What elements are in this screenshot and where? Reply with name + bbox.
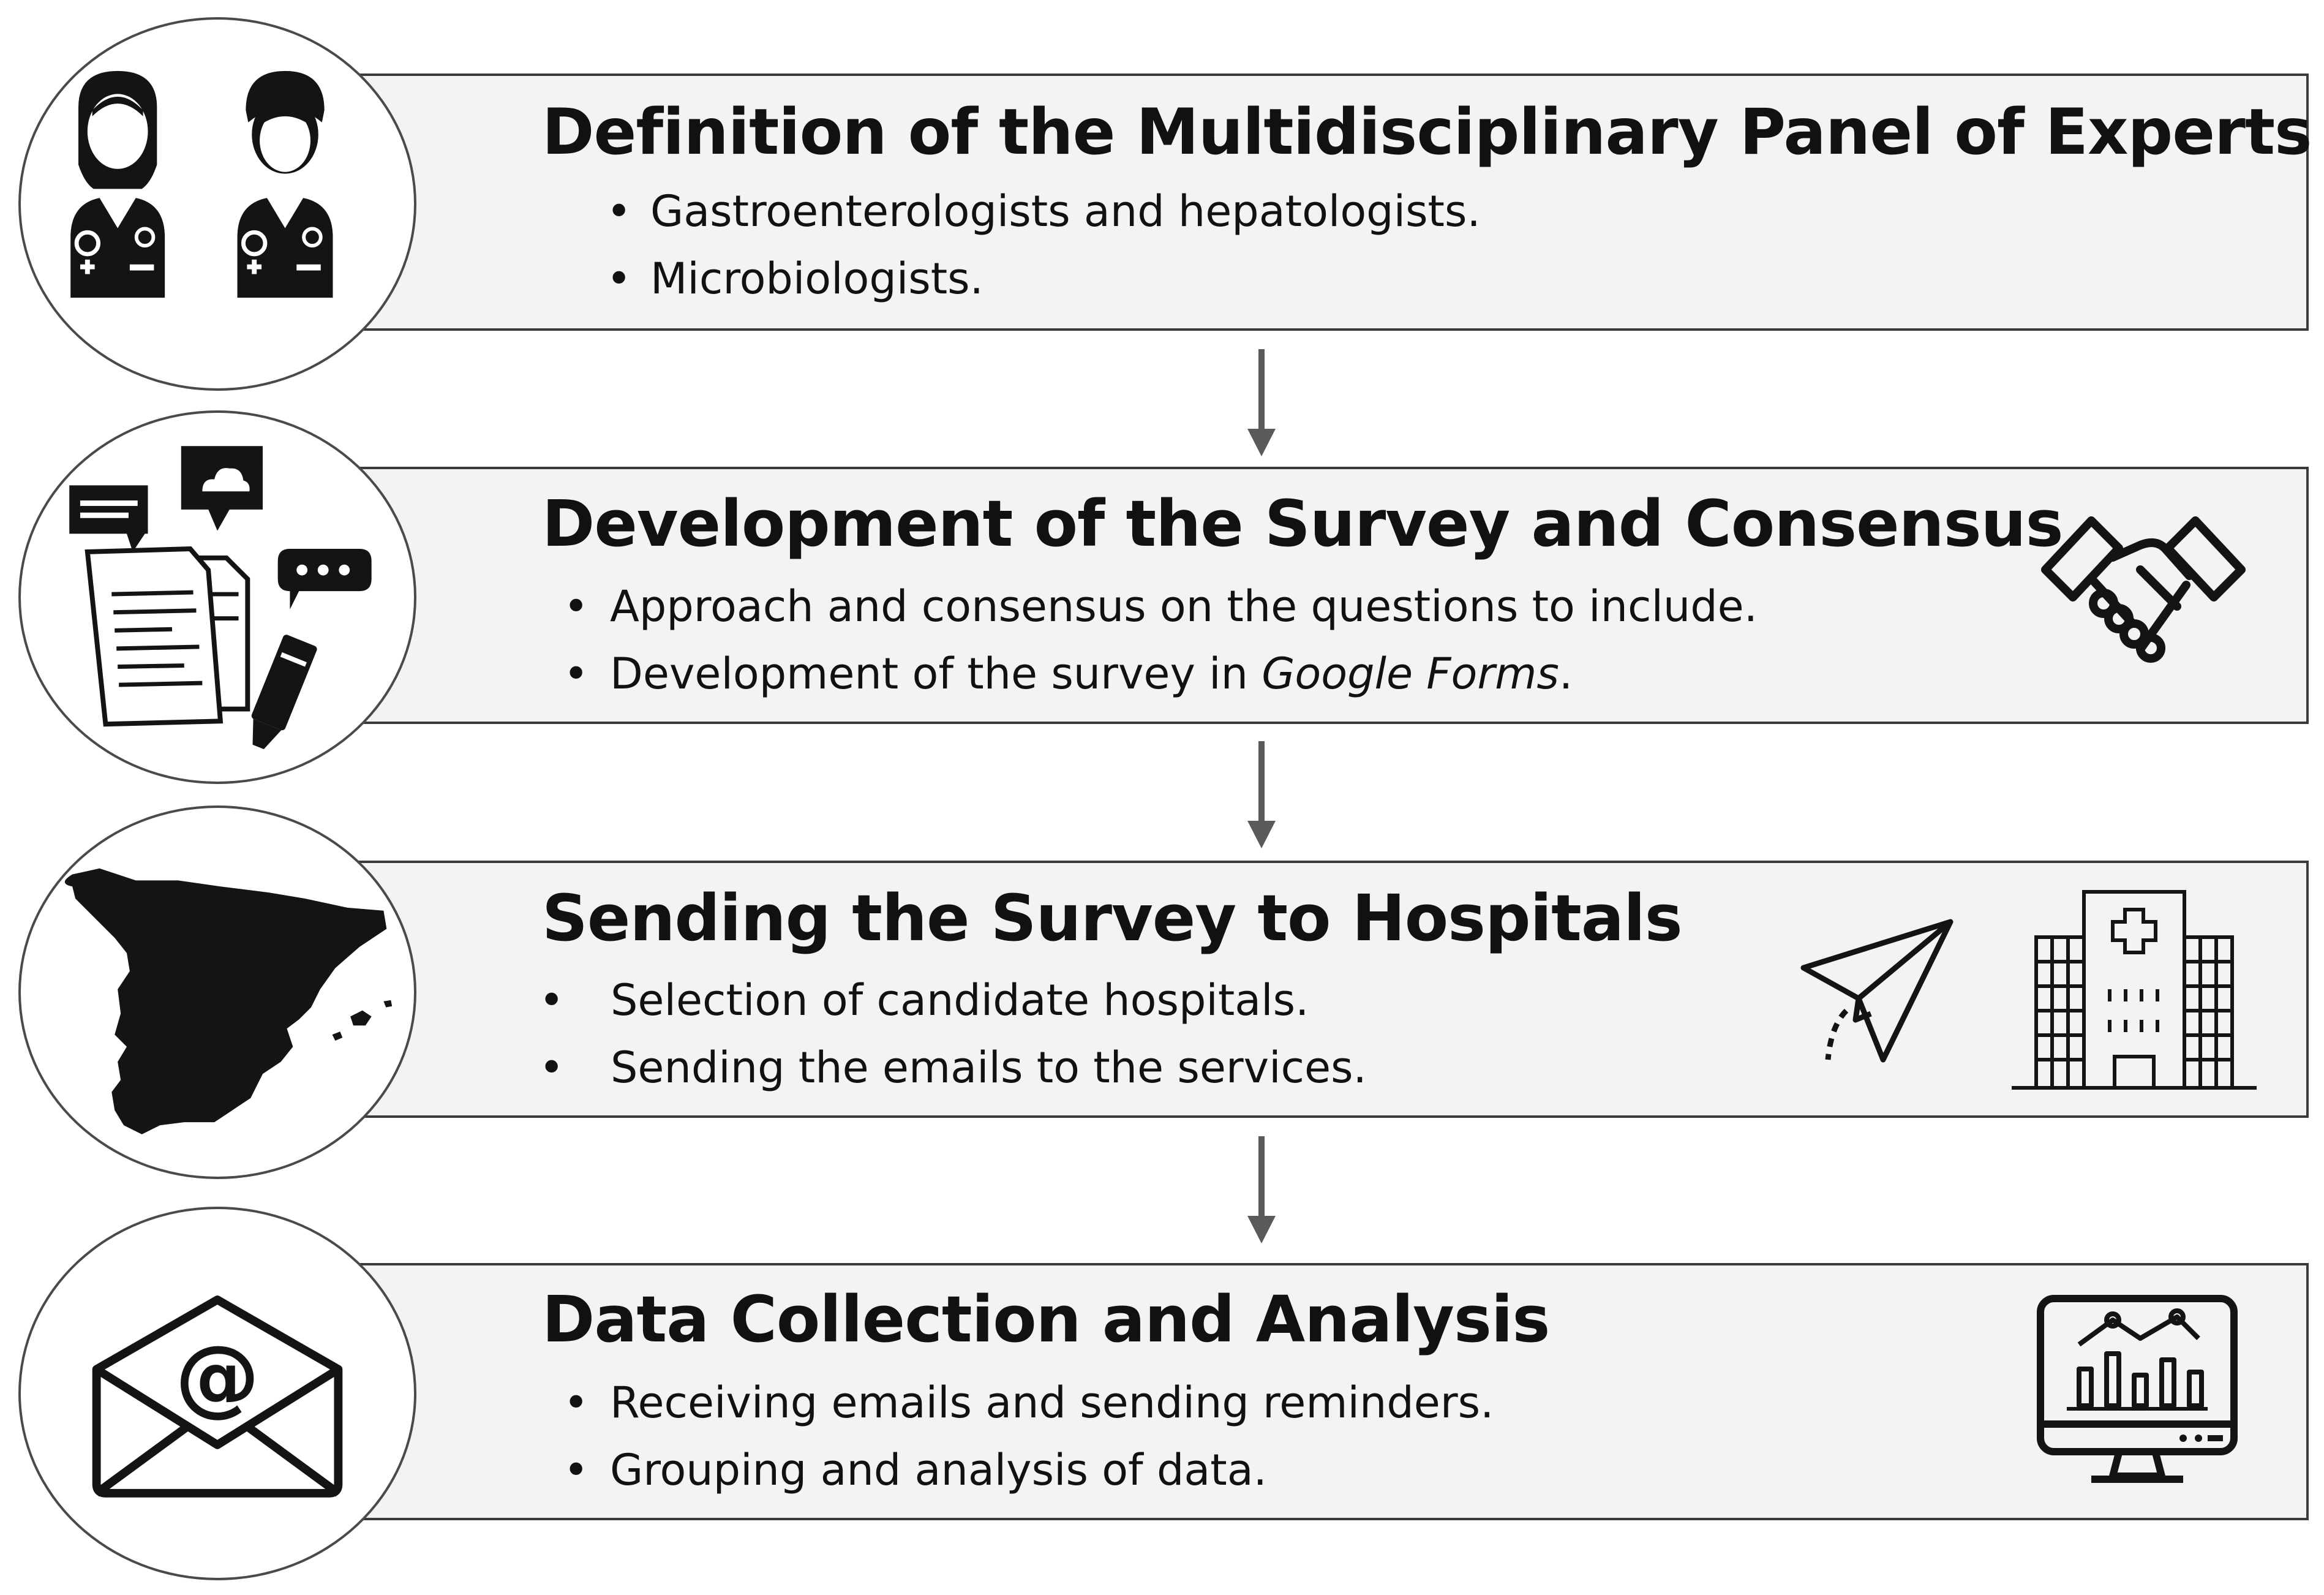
bullet-dot: • [606, 186, 632, 236]
medical-doctors-icon [21, 20, 414, 388]
step-3-title: Sending the Survey to Hospitals [542, 881, 1682, 956]
step-1-circle [18, 17, 416, 391]
step-2-title: Development of the Survey and Consensus [542, 486, 2063, 561]
arrow-down-icon [1246, 1136, 1277, 1246]
bullet-dot: • [563, 1445, 589, 1495]
bullet-text: Grouping and analysis of data. [610, 1445, 1267, 1495]
bullet-text: Selection of candidate hospitals. [611, 975, 1309, 1025]
arrow-down-icon [1246, 741, 1277, 851]
bullet-text [610, 649, 1573, 699]
hospital-icon [2012, 888, 2257, 1096]
bullet-text: Approach and consensus on the questions to include. [610, 581, 1758, 632]
bullet-text: Microbiologists. [650, 254, 983, 304]
bullet-dot: • [563, 1378, 589, 1428]
bullet-text: Sending the emails to the services. [611, 1043, 1367, 1093]
handshake-icon [2033, 502, 2254, 686]
bullet-dot: • [563, 581, 589, 632]
google-forms-text: Google Forms [1262, 649, 1559, 699]
paper-plane-icon [1797, 913, 1957, 1072]
step-1-title: Definition of the Multidisciplinary Panel of Experts [542, 96, 2312, 169]
bullet-dot: • [539, 1043, 565, 1093]
email-envelope-icon [21, 1209, 414, 1578]
at-sign: @ [175, 1327, 260, 1426]
bullet-dot: • [539, 975, 565, 1025]
step-3-circle [18, 805, 416, 1179]
analytics-monitor-icon [2033, 1292, 2241, 1501]
bullet-text: Gastroenterologists and hepatologists. [650, 186, 1481, 236]
step-4-title: Data Collection and Analysis [542, 1282, 1550, 1357]
arrow-down-icon [1246, 349, 1277, 459]
spain-map-icon [21, 808, 414, 1177]
bullet-text-end: . [1559, 649, 1573, 699]
step-4-circle [18, 1207, 416, 1580]
bullet-text: Receiving emails and sending reminders. [610, 1378, 1494, 1428]
bullet-dot: • [606, 254, 632, 304]
bullet-dot: • [563, 649, 589, 699]
documents-chat-icon [21, 413, 414, 782]
bullet-text-main: Development of the survey in [610, 649, 1262, 699]
step-2-circle [18, 410, 416, 784]
